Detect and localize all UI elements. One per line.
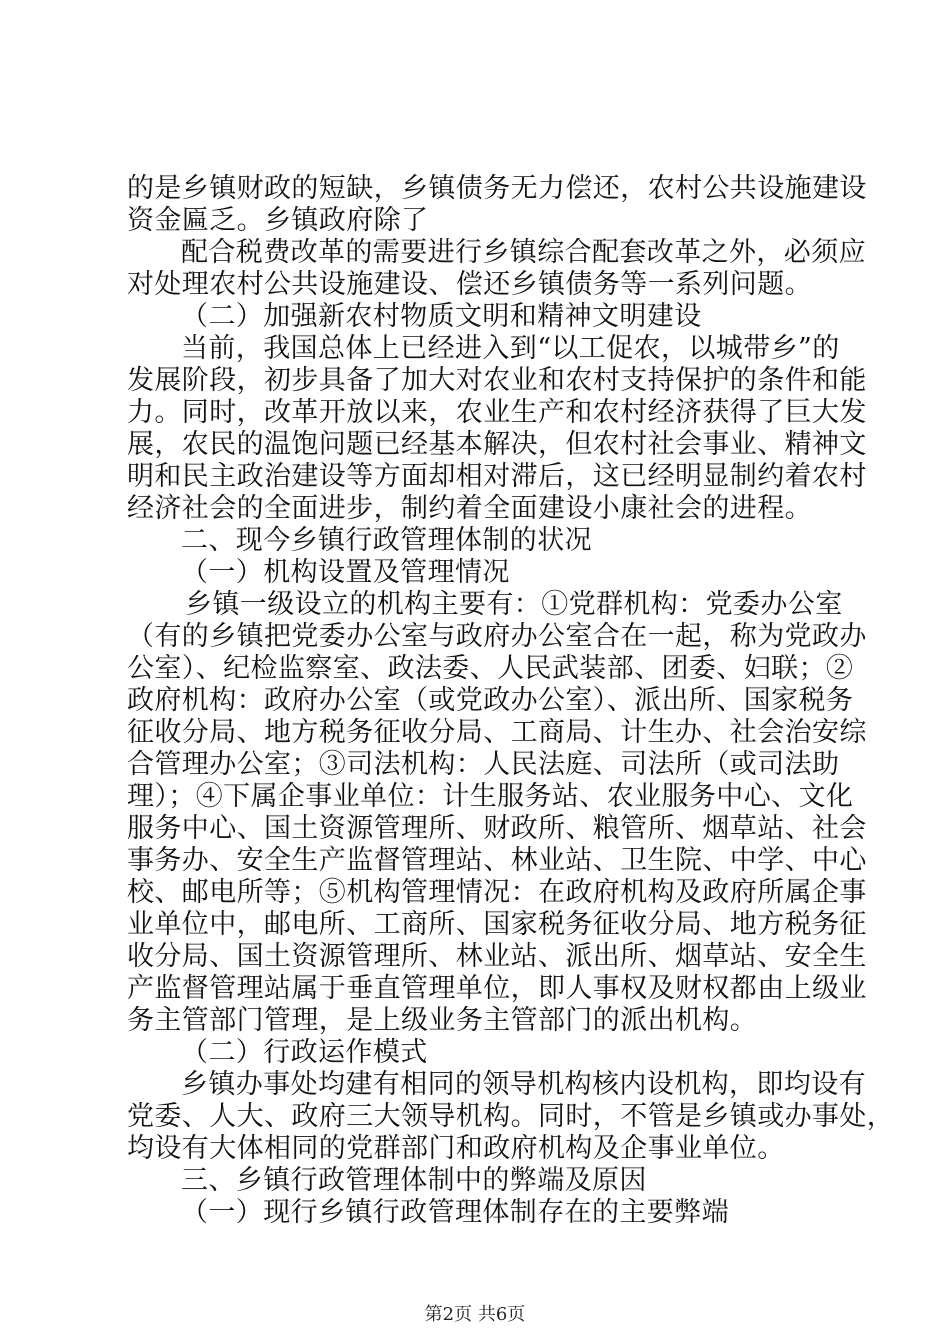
text-line: 资金匾乏。乡镇政府除了 — [127, 205, 429, 236]
text-line: 对处理农村公共设施建设、偿还乡镇债务等一系列问题。 — [127, 269, 812, 300]
text-line: 合管理办公室；③司法机构：人民法庭、司法所（或司法助 — [127, 749, 840, 780]
text-line: 发展阶段，初步具备了加大对农业和农村支持保护的条件和能 — [127, 365, 867, 396]
section-heading: （二）加强新农村物质文明和精神文明建设 — [181, 301, 702, 332]
text-line: （有的乡镇把党委办公室与政府办公室合在一起，称为党政办 — [127, 621, 867, 652]
text-line: 乡镇一级设立的机构主要有：①党群机构：党委办公室 — [185, 589, 843, 620]
text-line: 经济社会的全面进步，制约着全面建设小康社会的进程。 — [127, 493, 812, 524]
text-line: 展，农民的温饱问题已经基本解决，但农村社会事业、精神文 — [127, 429, 867, 460]
text-line: 当前，我国总体上已经进入到“以工促农，以城带乡”的 — [181, 333, 840, 364]
text-line: 服务中心、国土资源管理所、财政所、粮管所、烟草站、社会 — [127, 813, 867, 844]
text-line: 校、邮电所等；⑤机构管理情况：在政府机构及政府所属企事 — [127, 877, 867, 908]
text-line: 公室）、纪检监察室、政法委、人民武装部、团委、妇联；② — [127, 653, 854, 684]
text-line: 力。同时，改革开放以来，农业生产和农村经济获得了巨大发 — [127, 397, 867, 428]
text-line: 事务办、安全生产监督管理站、林业站、卫生院、中学、中心 — [127, 845, 867, 876]
text-line: 的是乡镇财政的短缺，乡镇债务无力偿还，农村公共设施建设 — [127, 173, 867, 204]
text-line: 征收分局、地方税务征收分局、工商局、计生办、社会治安综 — [127, 717, 867, 748]
text-line: 党委、人大、政府三大领导机构。同时，不管是乡镇或办事处， — [127, 1101, 895, 1132]
section-heading: （一）机构设置及管理情况 — [181, 557, 510, 588]
text-line: 乡镇办事处均建有相同的领导机构核内设机构，即均设有 — [181, 1069, 866, 1100]
text-line: 明和民主政治建设等方面却相对滞后，这已经明显制约着农村 — [127, 461, 867, 492]
page-number: 第2页 共6页 — [424, 1304, 526, 1325]
section-heading: （一）现行乡镇行政管理体制存在的主要弊端 — [181, 1197, 729, 1228]
section-heading: 二、现今乡镇行政管理体制的状况 — [181, 525, 592, 556]
text-line: 配合税费改革的需要进行乡镇综合配套改革之外，必须应 — [181, 237, 866, 268]
text-line: 政府机构：政府办公室（或党政办公室）、派出所、国家税务 — [127, 685, 854, 716]
text-line: 务主管部门管理，是上级业务主管部门的派出机构。 — [127, 1005, 758, 1036]
text-line: 收分局、国土资源管理所、林业站、派出所、烟草站、安全生 — [127, 941, 867, 972]
text-line: 产监督管理站属于垂直管理单位，即人事权及财权都由上级业 — [127, 973, 867, 1004]
text-line: 业单位中，邮电所、工商所、国家税务征收分局、地方税务征 — [127, 909, 867, 940]
text-line: 理）；④下属企事业单位：计生服务站、农业服务中心、文化 — [127, 781, 854, 812]
text-line: 均设有大体相同的党群部门和政府机构及企事业单位。 — [127, 1133, 785, 1164]
section-heading: 三、乡镇行政管理体制中的弊端及原因 — [181, 1165, 647, 1196]
section-heading: （二）行政运作模式 — [181, 1037, 428, 1068]
